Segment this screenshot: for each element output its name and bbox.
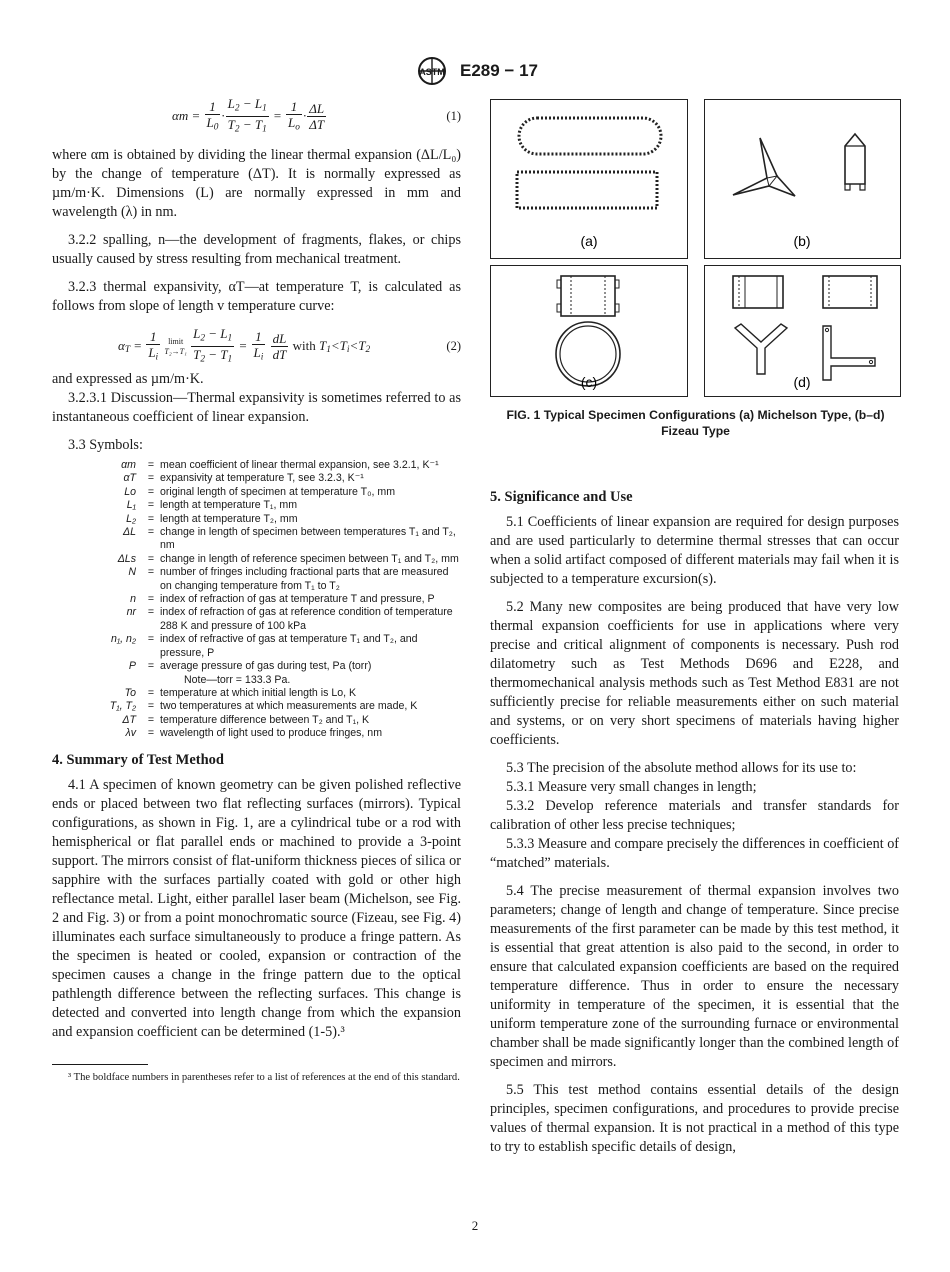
symbol-eq: = (147, 660, 155, 673)
para-4-1: 4.1 A specimen of known geometry can be given polished reflective ends or placed between two flat reflecting surfaces (mirrors). Typical configurations, as shown in Fig. 1, are a cylindrical tube or a rod with hemispherical or flat parallel ends or machined to provide a 3-point support. The mirrors consist of flat-uniform thickness pieces of silica or sapphire with the surfaces partially coated with gold or other high reflectance metal. Light, either parallel laser beam (Michelson, see Fig. 2 and Fig. 3) or from a point monochromatic source (Fizeau, see Fig. 4) illuminates each surface simultaneously to produce a fringe pattern. As the specimen is heated or cooled, expansion or contraction of the specimen causes a change in the fringe pattern due to the optical pathlength difference between the reflecting surfaces. This change is detected and converted into length change from which the expansion and expansion coefficient can be determined (1-5).³ (52, 776, 461, 1040)
symbol-eq: = (147, 727, 155, 740)
symbol-def: temperature difference between T₂ and T₁, K (160, 713, 370, 726)
symbol-row (52, 593, 460, 606)
figure-1 (490, 99, 901, 439)
equation-1-number: (1) (446, 109, 461, 123)
symbol-eq: = (147, 499, 155, 512)
section-4-heading: 4. Summary of Test Method (52, 751, 224, 768)
para-5-5: 5.5 This test method contains essential details of the design principles, specimen configurations, and procedures to provide precise values of thermal expansion. It is not practical in a method of this type to try to establish specific details of design, (490, 1082, 899, 1155)
para-5-3-1: 5.3.1 Measure very small changes in length; (506, 779, 757, 795)
symbol-row (52, 499, 460, 512)
para-3-2-3-1: 3.2.3.1 Discussion—Thermal expansivity is sometimes referred to as instantaneous coefficient of linear expansion. (52, 390, 461, 425)
symbol-eq: = (147, 593, 155, 606)
right-column (490, 488, 899, 1157)
equation-2: $\alpha_T$ = $\frac{1}{L_i}$ limit T₂→T₁ $\frac{L_2 - L_1}{T_2 - T_1}$ = $\frac{1}{L_i}$ $\frac{dL}{dT}$ with $T_1<T_i<T_2$ (2) (118, 326, 461, 365)
symbol-def: index of refractive of gas at temperature T₁ and T₂, and pressure, P (160, 633, 418, 659)
fizeau-tripod-diagram (705, 100, 900, 258)
footnote-rule (52, 1064, 148, 1065)
symbol-def: mean coefficient of linear thermal expansion, see 3.2.1, K⁻¹ (160, 459, 439, 471)
symbol-row (52, 700, 460, 713)
symbol-row (52, 513, 460, 526)
page-number: 2 (471, 1218, 479, 1233)
symbol-def: length at temperature T₁, mm (160, 499, 298, 512)
symbol-sym: ΔL (123, 526, 136, 539)
symbol-def: average pressure of gas during test, Pa (torr) (160, 660, 372, 673)
fizeau-ring-diagram (491, 266, 687, 396)
para-5-3: 5.3 The precision of the absolute method allows for its use to: (506, 760, 857, 776)
symbol-sym: L₁ (126, 499, 136, 512)
symbol-sym: λv (125, 727, 136, 740)
symbol-def: two temperatures at which measurements are made, K (160, 700, 418, 713)
document-designation: E289 − 17 (460, 61, 538, 80)
symbol-row (52, 526, 460, 553)
figure-1-caption: FIG. 1 Typical Specimen Configurations (a) Michelson Type, (b–d) Fizeau Type (506, 408, 885, 438)
symbols-heading: 3.3 Symbols: (68, 437, 143, 453)
svg-text:ASTM: ASTM (419, 67, 445, 77)
page-header (0, 56, 950, 86)
para-expressed: and expressed as µm/m·K. (52, 371, 204, 387)
equation-2-number: (2) (446, 339, 461, 353)
symbol-eq: = (147, 606, 155, 619)
symbol-eq: = (147, 686, 155, 699)
symbols-note: Note—torr = 133.3 Pa. (184, 673, 291, 686)
symbol-eq: = (147, 566, 155, 579)
symbol-sym: L₂ (126, 512, 136, 525)
symbol-sym: ΔT (122, 713, 136, 726)
symbol-sym: To (124, 686, 136, 699)
symbol-sym: αm (121, 459, 136, 471)
michelson-specimen-diagram (491, 100, 687, 258)
left-column (52, 92, 461, 1085)
symbol-def: change in length of specimen between temperatures T₁ and T₂, nm (160, 526, 456, 552)
symbol-def: original length of specimen at temperature T₀, mm (160, 485, 396, 498)
para-3-2-2: 3.2.2 spalling, n—the development of fragments, flakes, or chips usually caused by stress resulting from mechanical treatment. (52, 232, 461, 267)
symbol-def: change in length of reference specimen between T₁ and T₂, mm (160, 552, 459, 565)
figure-label-d: (d) (793, 374, 811, 390)
symbol-eq: = (147, 526, 155, 539)
symbol-row (52, 566, 460, 593)
symbol-eq: = (147, 552, 155, 565)
figure-panel-c (490, 265, 688, 397)
fizeau-rod-and-t-diagram (705, 266, 900, 396)
symbol-row (52, 633, 460, 660)
para-5-3-2: 5.3.2 Develop reference materials and transfer standards for calibration of other less precise techniques; (490, 798, 899, 833)
figure-label-c: (c) (580, 374, 598, 390)
para-5-1: 5.1 Coefficients of linear expansion are required for design purposes and are used particularly to determine thermal stresses that can occur when a solid artifact composed of different materials may fail when it is subjected to a temperature excursion(s). (490, 514, 899, 587)
symbol-eq: = (147, 633, 155, 646)
symbol-def: index of refraction of gas at temperature T and pressure, P (160, 593, 435, 606)
symbol-sym: ΔLs (117, 552, 136, 565)
symbol-note-spacer (142, 674, 160, 687)
symbols-table (52, 459, 460, 741)
symbol-def: number of fringes including fractional parts that are measured on changing temperature from T₁ to T₂ (160, 566, 449, 592)
figure-label-b: (b) (793, 233, 811, 249)
symbol-def: expansivity at temperature T, see 3.2.3, K⁻¹ (160, 472, 364, 485)
symbol-eq: = (147, 700, 155, 713)
symbol-row (52, 486, 460, 499)
symbol-sym: P (128, 660, 136, 673)
symbol-eq: = (147, 459, 155, 471)
para-alpha-m: where αm is obtained by dividing the linear thermal expansion (ΔL/L₀) by the change of temperature (ΔT). It is normally expressed as µm/m·K. Dimensions (L) are normally expressed in mm and wavelength (λ) in nm. (52, 147, 461, 220)
symbol-def: index of refraction of gas at reference condition of temperature 288 K and pressure of 100 kPa (160, 606, 453, 632)
symbol-note-spacer (52, 674, 142, 687)
para-3-2-3: 3.2.3 thermal expansivity, αT—at temperature T, is calculated as follows from slope of length v temperature curve: (52, 279, 461, 314)
symbol-note-row (52, 674, 460, 687)
symbol-sym: n (130, 593, 136, 606)
symbol-row (52, 472, 460, 485)
symbol-sym: N (128, 566, 136, 579)
figure-panel-a (490, 99, 688, 259)
para-5-2: 5.2 Many new composites are being produced that have very low thermal expansion coefficients for use in applications where very precise and critical alignment of components is necessary. Push rod dilatometry such as Test Methods D696 and E228, and thermomechanical analysis methods such as Test Method E831 are not sufficiently precise for reliable measurements either on such material and systems, or on very short specimens of materials having higher coefficients. (490, 599, 899, 748)
symbol-row (52, 553, 460, 566)
symbol-eq: = (147, 472, 155, 485)
symbol-eq: = (147, 512, 155, 525)
symbol-sym: T₁, T₂ (109, 700, 136, 713)
symbol-sym: nr (126, 606, 136, 619)
symbol-def: wavelength of light used to produce fringes, nm (160, 727, 383, 740)
symbol-eq: = (147, 485, 155, 498)
symbol-sym: αT (123, 472, 136, 485)
symbol-row (52, 660, 460, 673)
para-5-4: 5.4 The precise measurement of thermal expansion involves two parameters; change of length and change of temperature. Since precise measurements of the first parameter can be made by this test method, it is essential that great attention is also paid to the second, in order to ensure that calculated expansion coefficients are based on the required temperature difference. Thus in order to ensure the necessary uniformity in temperature of the specimen, it is essential that the uniform temperature zone of the surrounding furnace or environmental chamber shall be made significantly longer than the combined length of specimen and mirrors. (490, 883, 899, 1070)
para-5-3-3: 5.3.3 Measure and compare precisely the differences in coefficient of “matched” materials. (490, 836, 900, 871)
astm-logo-icon (412, 56, 452, 86)
symbol-def: temperature at which initial length is Lo, K (160, 686, 357, 699)
symbol-sym: n₁, n₂ (110, 633, 136, 646)
symbol-def: length at temperature T₂, mm (160, 512, 298, 525)
symbol-row (52, 727, 460, 740)
figure-panel-d (704, 265, 901, 397)
symbol-eq: = (147, 713, 155, 726)
section-5-heading: 5. Significance and Use (490, 489, 633, 505)
equation-1: αm = $\frac{1}{L_0}$ · $\frac{L_2 - L_1}{T_2 - T_1}$ = $\frac{1}{L_o}$ · $\frac{\Delta L}{\Delta T}$ (1) (172, 96, 461, 135)
symbol-row (52, 606, 460, 633)
footnote-3: ³ The boldface numbers in parentheses refer to a list of references at the end of this standard. (68, 1071, 460, 1083)
figure-panel-b (704, 99, 901, 259)
symbol-row (52, 714, 460, 727)
symbol-row (52, 687, 460, 700)
symbol-sym: Lo (124, 485, 136, 498)
figure-label-a: (a) (580, 233, 598, 249)
symbol-row (52, 459, 460, 472)
